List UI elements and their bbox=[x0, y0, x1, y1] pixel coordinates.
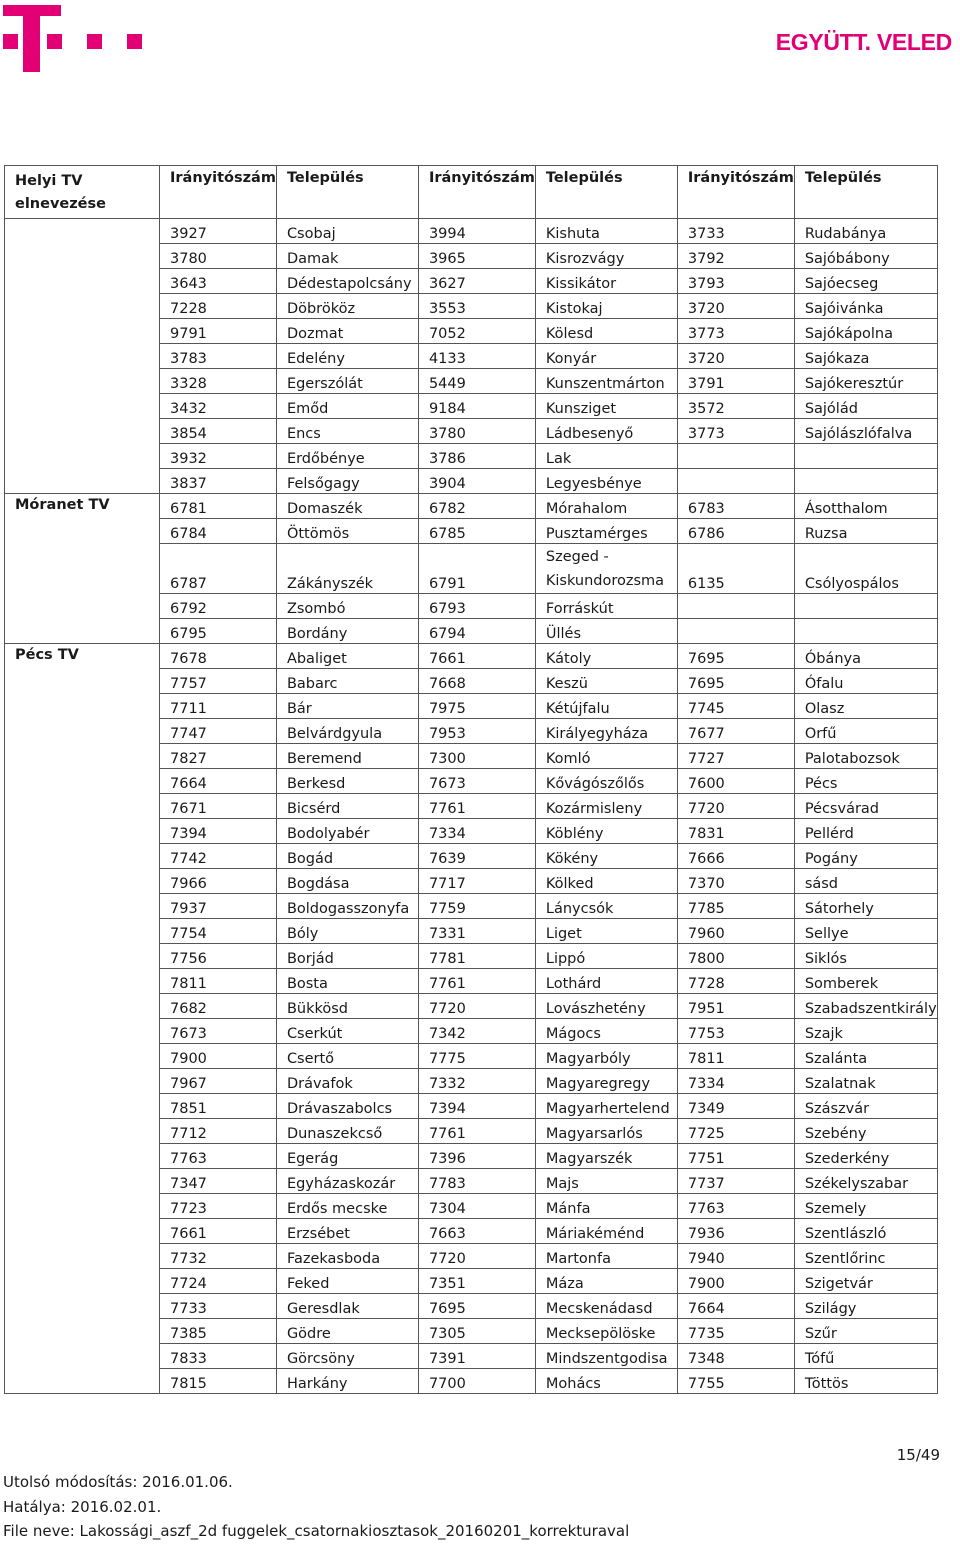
settlement-cell: Egerszólát bbox=[276, 369, 418, 394]
settlement-cell: Felsőgagy bbox=[276, 469, 418, 494]
postal-code-cell: 5449 bbox=[418, 369, 535, 394]
postal-code-cell: 3792 bbox=[677, 244, 794, 269]
settlement-cell: Magyarbóly bbox=[535, 1044, 677, 1069]
settlement-cell: Csólyospálos bbox=[794, 544, 937, 594]
postal-code-cell: 7745 bbox=[677, 694, 794, 719]
postal-code-cell: 7720 bbox=[677, 794, 794, 819]
postal-code-cell: 3432 bbox=[160, 394, 277, 419]
settlement-cell: Bosta bbox=[276, 969, 418, 994]
postal-code-cell: 7751 bbox=[677, 1144, 794, 1169]
settlement-cell: Edelény bbox=[276, 344, 418, 369]
settlement-cell: Magyarszék bbox=[535, 1144, 677, 1169]
postal-code-cell: 7733 bbox=[160, 1294, 277, 1319]
settlement-cell: Görcsöny bbox=[276, 1344, 418, 1369]
settlement-cell: Rudabánya bbox=[794, 219, 937, 244]
settlement-cell: Lippó bbox=[535, 944, 677, 969]
settlement-cell: Máza bbox=[535, 1269, 677, 1294]
header-cell: Település bbox=[535, 166, 677, 219]
postal-code-cell: 7300 bbox=[418, 744, 535, 769]
settlement-cell: Komló bbox=[535, 744, 677, 769]
settlement-cell: Erzsébet bbox=[276, 1219, 418, 1244]
postal-code-cell: 7305 bbox=[418, 1319, 535, 1344]
postal-code-cell: 7661 bbox=[418, 644, 535, 669]
postal-code-cell: 7700 bbox=[418, 1369, 535, 1394]
settlement-cell: Harkány bbox=[276, 1369, 418, 1394]
settlement-cell: Döbrököz bbox=[276, 294, 418, 319]
postal-code-cell: 7677 bbox=[677, 719, 794, 744]
settlement-cell: Köblény bbox=[535, 819, 677, 844]
settlement-cell: Dédestapolcsány bbox=[276, 269, 418, 294]
postal-code-cell: 7755 bbox=[677, 1369, 794, 1394]
header-cell: Település bbox=[276, 166, 418, 219]
settlement-cell: Ásotthalom bbox=[794, 494, 937, 519]
postal-code-cell: 7394 bbox=[160, 819, 277, 844]
settlement-cell: Forráskút bbox=[535, 594, 677, 619]
postal-code-cell: 3328 bbox=[160, 369, 277, 394]
settlement-cell bbox=[794, 444, 937, 469]
postal-code-cell: 3927 bbox=[160, 219, 277, 244]
postal-code-cell: 7960 bbox=[677, 919, 794, 944]
postal-code-cell: 7900 bbox=[160, 1044, 277, 1069]
settlement-cell: Somberek bbox=[794, 969, 937, 994]
settlement-cell: Töttös bbox=[794, 1369, 937, 1394]
postal-code-cell: 7349 bbox=[677, 1094, 794, 1119]
postal-code-cell: 9791 bbox=[160, 319, 277, 344]
postal-code-cell bbox=[677, 619, 794, 644]
settlement-cell: Szederkény bbox=[794, 1144, 937, 1169]
postal-code-cell: 7717 bbox=[418, 869, 535, 894]
settlement-cell: Zsombó bbox=[276, 594, 418, 619]
settlement-cell: Emőd bbox=[276, 394, 418, 419]
postal-code-cell: 7827 bbox=[160, 744, 277, 769]
postal-code-cell: 6787 bbox=[160, 544, 277, 594]
settlement-cell: Siklós bbox=[794, 944, 937, 969]
postal-code-cell: 7727 bbox=[677, 744, 794, 769]
settlement-cell: Pusztamérges bbox=[535, 519, 677, 544]
settlement-cell: Ófalu bbox=[794, 669, 937, 694]
postal-code-cell: 7851 bbox=[160, 1094, 277, 1119]
postal-code-cell: 3720 bbox=[677, 344, 794, 369]
settlement-cell: Liget bbox=[535, 919, 677, 944]
settlement-cell: Székelyszabar bbox=[794, 1169, 937, 1194]
settlement-cell: Orfű bbox=[794, 719, 937, 744]
postal-code-cell: 7385 bbox=[160, 1319, 277, 1344]
settlement-cell: Kishuta bbox=[535, 219, 677, 244]
settlement-cell: Drávaszabolcs bbox=[276, 1094, 418, 1119]
settlement-cell: Szajk bbox=[794, 1019, 937, 1044]
postal-code-cell: 7348 bbox=[677, 1344, 794, 1369]
settlement-cell: Királyegyháza bbox=[535, 719, 677, 744]
postal-code-cell: 7673 bbox=[418, 769, 535, 794]
settlement-cell: Babarc bbox=[276, 669, 418, 694]
settlement-cell: Szeged - Kiskundorozsma bbox=[535, 544, 677, 594]
postal-code-cell: 7937 bbox=[160, 894, 277, 919]
settlement-cell: Tófű bbox=[794, 1344, 937, 1369]
postal-code-cell: 7815 bbox=[160, 1369, 277, 1394]
settlement-cell bbox=[794, 594, 937, 619]
settlement-cell: Csertő bbox=[276, 1044, 418, 1069]
postal-code-cell: 3904 bbox=[418, 469, 535, 494]
postal-code-cell: 7761 bbox=[418, 794, 535, 819]
last-modified: Utolsó módosítás: 2016.01.06. bbox=[3, 1473, 233, 1491]
postal-code-cell: 7332 bbox=[418, 1069, 535, 1094]
postal-code-cell: 7347 bbox=[160, 1169, 277, 1194]
postal-code-cell: 7732 bbox=[160, 1244, 277, 1269]
postal-code-cell: 7334 bbox=[677, 1069, 794, 1094]
postal-code-cell: 7391 bbox=[418, 1344, 535, 1369]
settlement-cell: Szentlászló bbox=[794, 1219, 937, 1244]
postal-code-cell: 7951 bbox=[677, 994, 794, 1019]
settlement-cell: Majs bbox=[535, 1169, 677, 1194]
postal-code-cell: 3994 bbox=[418, 219, 535, 244]
effective-date: Hatálya: 2016.02.01. bbox=[3, 1497, 162, 1516]
postal-code-cell bbox=[677, 444, 794, 469]
postal-code-cell: 6785 bbox=[418, 519, 535, 544]
settlement-cell: Konyár bbox=[535, 344, 677, 369]
settlement-cell: Egyházaskozár bbox=[276, 1169, 418, 1194]
postal-code-cell: 7759 bbox=[418, 894, 535, 919]
settlement-cell: Szűr bbox=[794, 1319, 937, 1344]
settlement-cell: Lak bbox=[535, 444, 677, 469]
postal-code-cell: 6786 bbox=[677, 519, 794, 544]
table-row bbox=[5, 644, 938, 669]
postal-code-cell: 7661 bbox=[160, 1219, 277, 1244]
settlement-cell: Damak bbox=[276, 244, 418, 269]
settlement-cell: Szentlőrinc bbox=[794, 1244, 937, 1269]
settlement-cell: Kisrozvágy bbox=[535, 244, 677, 269]
settlement-cell: Bicsérd bbox=[276, 794, 418, 819]
postal-code-cell: 7725 bbox=[677, 1119, 794, 1144]
postal-code-cell: 7695 bbox=[677, 644, 794, 669]
settlement-cell: Dozmat bbox=[276, 319, 418, 344]
postal-code-cell: 6792 bbox=[160, 594, 277, 619]
postal-code-cell: 7663 bbox=[418, 1219, 535, 1244]
table-body bbox=[5, 166, 938, 1394]
settlement-cell: Berkesd bbox=[276, 769, 418, 794]
header-cell: Település bbox=[794, 166, 937, 219]
settlement-cell: Pellérd bbox=[794, 819, 937, 844]
postal-code-cell: 7639 bbox=[418, 844, 535, 869]
settlement-cell: Kővágószőlős bbox=[535, 769, 677, 794]
postal-code-cell: 6794 bbox=[418, 619, 535, 644]
postal-code-cell: 7695 bbox=[418, 1294, 535, 1319]
settlement-cell: Máriakéménd bbox=[535, 1219, 677, 1244]
postal-code-cell: 7720 bbox=[418, 994, 535, 1019]
postal-code-cell: 7666 bbox=[677, 844, 794, 869]
settlement-cell: Bóly bbox=[276, 919, 418, 944]
postal-code-cell: 6791 bbox=[418, 544, 535, 594]
postal-code-cell bbox=[677, 594, 794, 619]
postal-code-cell: 7728 bbox=[677, 969, 794, 994]
footer bbox=[3, 1470, 629, 1544]
settlement-cell: Mágocs bbox=[535, 1019, 677, 1044]
settlement-cell: Geresdlak bbox=[276, 1294, 418, 1319]
postal-code-cell: 3793 bbox=[677, 269, 794, 294]
postal-code-cell: 7756 bbox=[160, 944, 277, 969]
settlement-cell: Szebény bbox=[794, 1119, 937, 1144]
postal-code-cell: 7304 bbox=[418, 1194, 535, 1219]
postal-code-cell: 3783 bbox=[160, 344, 277, 369]
postal-code-cell: 7331 bbox=[418, 919, 535, 944]
postal-code-cell: 7800 bbox=[677, 944, 794, 969]
postal-code-cell: 7737 bbox=[677, 1169, 794, 1194]
settlement-cell: Magyaregregy bbox=[535, 1069, 677, 1094]
settlement-cell: Ládbesenyő bbox=[535, 419, 677, 444]
settlement-cell: Drávafok bbox=[276, 1069, 418, 1094]
header-row bbox=[5, 166, 938, 219]
page-number: 15/49 bbox=[896, 1446, 940, 1464]
settlement-cell: Sajólászlófalva bbox=[794, 419, 937, 444]
brand-slogan: EGYÜTT. VELED bbox=[775, 29, 952, 55]
postal-code-cell: 3733 bbox=[677, 219, 794, 244]
settlement-cell: Szemely bbox=[794, 1194, 937, 1219]
settlement-cell: Lánycsók bbox=[535, 894, 677, 919]
settlement-cell: Magyarsarlós bbox=[535, 1119, 677, 1144]
postal-code-cell: 7742 bbox=[160, 844, 277, 869]
postal-code-cell: 6782 bbox=[418, 494, 535, 519]
postal-code-cell: 7678 bbox=[160, 644, 277, 669]
postal-code-cell: 7724 bbox=[160, 1269, 277, 1294]
postal-code-cell: 7370 bbox=[677, 869, 794, 894]
postal-code-cell: 7668 bbox=[418, 669, 535, 694]
postal-code-cell: 7900 bbox=[677, 1269, 794, 1294]
postal-code-cell: 7720 bbox=[418, 1244, 535, 1269]
postal-code-cell: 7966 bbox=[160, 869, 277, 894]
postal-code-cell: 7664 bbox=[677, 1294, 794, 1319]
channel-table bbox=[4, 165, 938, 1394]
settlement-cell: Sátorhely bbox=[794, 894, 937, 919]
settlement-cell: Sajóivánka bbox=[794, 294, 937, 319]
postal-code-cell: 7811 bbox=[160, 969, 277, 994]
settlement-cell: Erdőbénye bbox=[276, 444, 418, 469]
settlement-cell bbox=[794, 619, 937, 644]
settlement-cell: Óbánya bbox=[794, 644, 937, 669]
postal-code-cell: 7783 bbox=[418, 1169, 535, 1194]
settlement-cell: Szilágy bbox=[794, 1294, 937, 1319]
postal-code-cell: 6781 bbox=[160, 494, 277, 519]
postal-code-cell: 7775 bbox=[418, 1044, 535, 1069]
postal-code-cell: 3965 bbox=[418, 244, 535, 269]
postal-code-cell: 7747 bbox=[160, 719, 277, 744]
postal-code-cell: 3773 bbox=[677, 419, 794, 444]
settlement-cell: Bogdása bbox=[276, 869, 418, 894]
postal-code-cell: 7953 bbox=[418, 719, 535, 744]
postal-code-cell: 7673 bbox=[160, 1019, 277, 1044]
settlement-cell: Palotabozsok bbox=[794, 744, 937, 769]
settlement-cell: Szabadszentkirály bbox=[794, 994, 937, 1019]
postal-code-cell: 6783 bbox=[677, 494, 794, 519]
postal-code-cell: 3773 bbox=[677, 319, 794, 344]
settlement-cell: Sajóbábony bbox=[794, 244, 937, 269]
settlement-cell: Szászvár bbox=[794, 1094, 937, 1119]
postal-code-cell: 7753 bbox=[677, 1019, 794, 1044]
postal-code-cell: 7763 bbox=[677, 1194, 794, 1219]
postal-code-cell: 7975 bbox=[418, 694, 535, 719]
postal-code-cell: 3780 bbox=[160, 244, 277, 269]
settlement-cell: sásd bbox=[794, 869, 937, 894]
settlement-cell: Mindszentgodisa bbox=[535, 1344, 677, 1369]
postal-code-cell: 7600 bbox=[677, 769, 794, 794]
settlement-cell: Encs bbox=[276, 419, 418, 444]
settlement-cell: Borjád bbox=[276, 944, 418, 969]
postal-code-cell: 7761 bbox=[418, 1119, 535, 1144]
settlement-cell: Kétújfalu bbox=[535, 694, 677, 719]
postal-code-cell: 7334 bbox=[418, 819, 535, 844]
settlement-cell: Kunszentmárton bbox=[535, 369, 677, 394]
settlement-cell: Erdős mecske bbox=[276, 1194, 418, 1219]
table-row bbox=[5, 219, 938, 244]
settlement-cell: Lovászhetény bbox=[535, 994, 677, 1019]
settlement-cell: Feked bbox=[276, 1269, 418, 1294]
settlement-cell: Abaliget bbox=[276, 644, 418, 669]
settlement-cell: Sajókeresztúr bbox=[794, 369, 937, 394]
settlement-cell: Pécs bbox=[794, 769, 937, 794]
settlement-cell: Sajóecseg bbox=[794, 269, 937, 294]
postal-code-cell: 3932 bbox=[160, 444, 277, 469]
header-cell: Irányitószám bbox=[418, 166, 535, 219]
settlement-cell: Sajókápolna bbox=[794, 319, 937, 344]
settlement-cell: Mecskenádasd bbox=[535, 1294, 677, 1319]
settlement-cell: Kölesd bbox=[535, 319, 677, 344]
postal-code-cell: 7761 bbox=[418, 969, 535, 994]
postal-code-cell: 7781 bbox=[418, 944, 535, 969]
settlement-cell: Kölked bbox=[535, 869, 677, 894]
postal-code-cell: 3720 bbox=[677, 294, 794, 319]
postal-code-cell: 7763 bbox=[160, 1144, 277, 1169]
postal-code-cell: 7342 bbox=[418, 1019, 535, 1044]
postal-code-cell: 7967 bbox=[160, 1069, 277, 1094]
settlement-cell: Mórahalom bbox=[535, 494, 677, 519]
settlement-cell: Pécsvárad bbox=[794, 794, 937, 819]
settlement-cell: Bár bbox=[276, 694, 418, 719]
postal-code-cell: 7936 bbox=[677, 1219, 794, 1244]
postal-code-cell: 3627 bbox=[418, 269, 535, 294]
postal-code-cell: 7712 bbox=[160, 1119, 277, 1144]
settlement-cell: Szigetvár bbox=[794, 1269, 937, 1294]
settlement-cell: Egerág bbox=[276, 1144, 418, 1169]
postal-code-cell: 7052 bbox=[418, 319, 535, 344]
postal-code-cell: 3780 bbox=[418, 419, 535, 444]
postal-code-cell: 3572 bbox=[677, 394, 794, 419]
postal-code-cell: 6795 bbox=[160, 619, 277, 644]
settlement-cell: Bükkösd bbox=[276, 994, 418, 1019]
region-name: Móranet TV bbox=[5, 494, 160, 644]
postal-code-cell: 3837 bbox=[160, 469, 277, 494]
file-name: File neve: Lakossági_aszf_2d fuggelek_csatornakiosztasok_20160201_korrekturaval bbox=[3, 1522, 630, 1540]
settlement-cell: Sajólád bbox=[794, 394, 937, 419]
settlement-cell: Kozármisleny bbox=[535, 794, 677, 819]
postal-code-cell: 7695 bbox=[677, 669, 794, 694]
settlement-cell: Olasz bbox=[794, 694, 937, 719]
postal-code-cell: 7723 bbox=[160, 1194, 277, 1219]
header-cell: Helyi TV elnevezése bbox=[5, 166, 160, 219]
settlement-cell: Dunaszekcső bbox=[276, 1119, 418, 1144]
settlement-cell: Kistokaj bbox=[535, 294, 677, 319]
settlement-cell: Pogány bbox=[794, 844, 937, 869]
table-row bbox=[5, 494, 938, 519]
header-cell: Irányitószám bbox=[677, 166, 794, 219]
postal-code-cell: 9184 bbox=[418, 394, 535, 419]
settlement-cell: Öttömös bbox=[276, 519, 418, 544]
settlement-cell: Lothárd bbox=[535, 969, 677, 994]
postal-code-cell: 3791 bbox=[677, 369, 794, 394]
postal-code-cell: 3643 bbox=[160, 269, 277, 294]
postal-code-cell: 7228 bbox=[160, 294, 277, 319]
settlement-cell: Bogád bbox=[276, 844, 418, 869]
settlement-cell: Fazekasboda bbox=[276, 1244, 418, 1269]
settlement-cell: Gödre bbox=[276, 1319, 418, 1344]
postal-code-cell: 7711 bbox=[160, 694, 277, 719]
settlement-cell: Sellye bbox=[794, 919, 937, 944]
postal-code-cell: 4133 bbox=[418, 344, 535, 369]
settlement-cell bbox=[794, 469, 937, 494]
settlement-cell: Zákányszék bbox=[276, 544, 418, 594]
postal-code-cell: 7671 bbox=[160, 794, 277, 819]
postal-code-cell: 7785 bbox=[677, 894, 794, 919]
settlement-cell: Szalatnak bbox=[794, 1069, 937, 1094]
postal-code-cell: 7811 bbox=[677, 1044, 794, 1069]
settlement-cell: Mánfa bbox=[535, 1194, 677, 1219]
settlement-cell: Martonfa bbox=[535, 1244, 677, 1269]
settlement-cell: Sajókaza bbox=[794, 344, 937, 369]
postal-code-cell: 7831 bbox=[677, 819, 794, 844]
postal-code-cell: 7396 bbox=[418, 1144, 535, 1169]
postal-code-cell: 6793 bbox=[418, 594, 535, 619]
settlement-cell: Boldogasszonyfa bbox=[276, 894, 418, 919]
postal-code-cell: 7394 bbox=[418, 1094, 535, 1119]
settlement-cell: Csobaj bbox=[276, 219, 418, 244]
postal-code-cell: 6784 bbox=[160, 519, 277, 544]
settlement-cell: Kissikátor bbox=[535, 269, 677, 294]
settlement-cell: Üllés bbox=[535, 619, 677, 644]
postal-code-cell: 7833 bbox=[160, 1344, 277, 1369]
postal-code-cell: 7940 bbox=[677, 1244, 794, 1269]
postal-code-cell bbox=[677, 469, 794, 494]
settlement-cell: Ruzsa bbox=[794, 519, 937, 544]
settlement-cell: Mohács bbox=[535, 1369, 677, 1394]
postal-code-cell: 3786 bbox=[418, 444, 535, 469]
settlement-cell: Szalánta bbox=[794, 1044, 937, 1069]
settlement-cell: Domaszék bbox=[276, 494, 418, 519]
settlement-cell: Mecksepölöske bbox=[535, 1319, 677, 1344]
postal-code-cell: 7351 bbox=[418, 1269, 535, 1294]
region-name bbox=[5, 219, 160, 494]
settlement-cell: Bodolyabér bbox=[276, 819, 418, 844]
postal-code-cell: 7754 bbox=[160, 919, 277, 944]
header-cell: Irányitószám bbox=[160, 166, 277, 219]
settlement-cell: Kátoly bbox=[535, 644, 677, 669]
settlement-cell: Belvárdgyula bbox=[276, 719, 418, 744]
postal-code-cell: 7757 bbox=[160, 669, 277, 694]
settlement-cell: Bordány bbox=[276, 619, 418, 644]
settlement-cell: Kunsziget bbox=[535, 394, 677, 419]
telekom-logo bbox=[3, 5, 143, 75]
settlement-cell: Cserkút bbox=[276, 1019, 418, 1044]
settlement-cell: Magyarhertelend bbox=[535, 1094, 677, 1119]
settlement-cell: Legyesbénye bbox=[535, 469, 677, 494]
postal-code-cell: 6135 bbox=[677, 544, 794, 594]
postal-code-cell: 3854 bbox=[160, 419, 277, 444]
postal-code-cell: 7682 bbox=[160, 994, 277, 1019]
settlement-cell: Kökény bbox=[535, 844, 677, 869]
region-name: Pécs TV bbox=[5, 644, 160, 1394]
postal-code-cell: 3553 bbox=[418, 294, 535, 319]
postal-code-cell: 7664 bbox=[160, 769, 277, 794]
postal-code-cell: 7735 bbox=[677, 1319, 794, 1344]
settlement-cell: Keszü bbox=[535, 669, 677, 694]
settlement-cell: Beremend bbox=[276, 744, 418, 769]
